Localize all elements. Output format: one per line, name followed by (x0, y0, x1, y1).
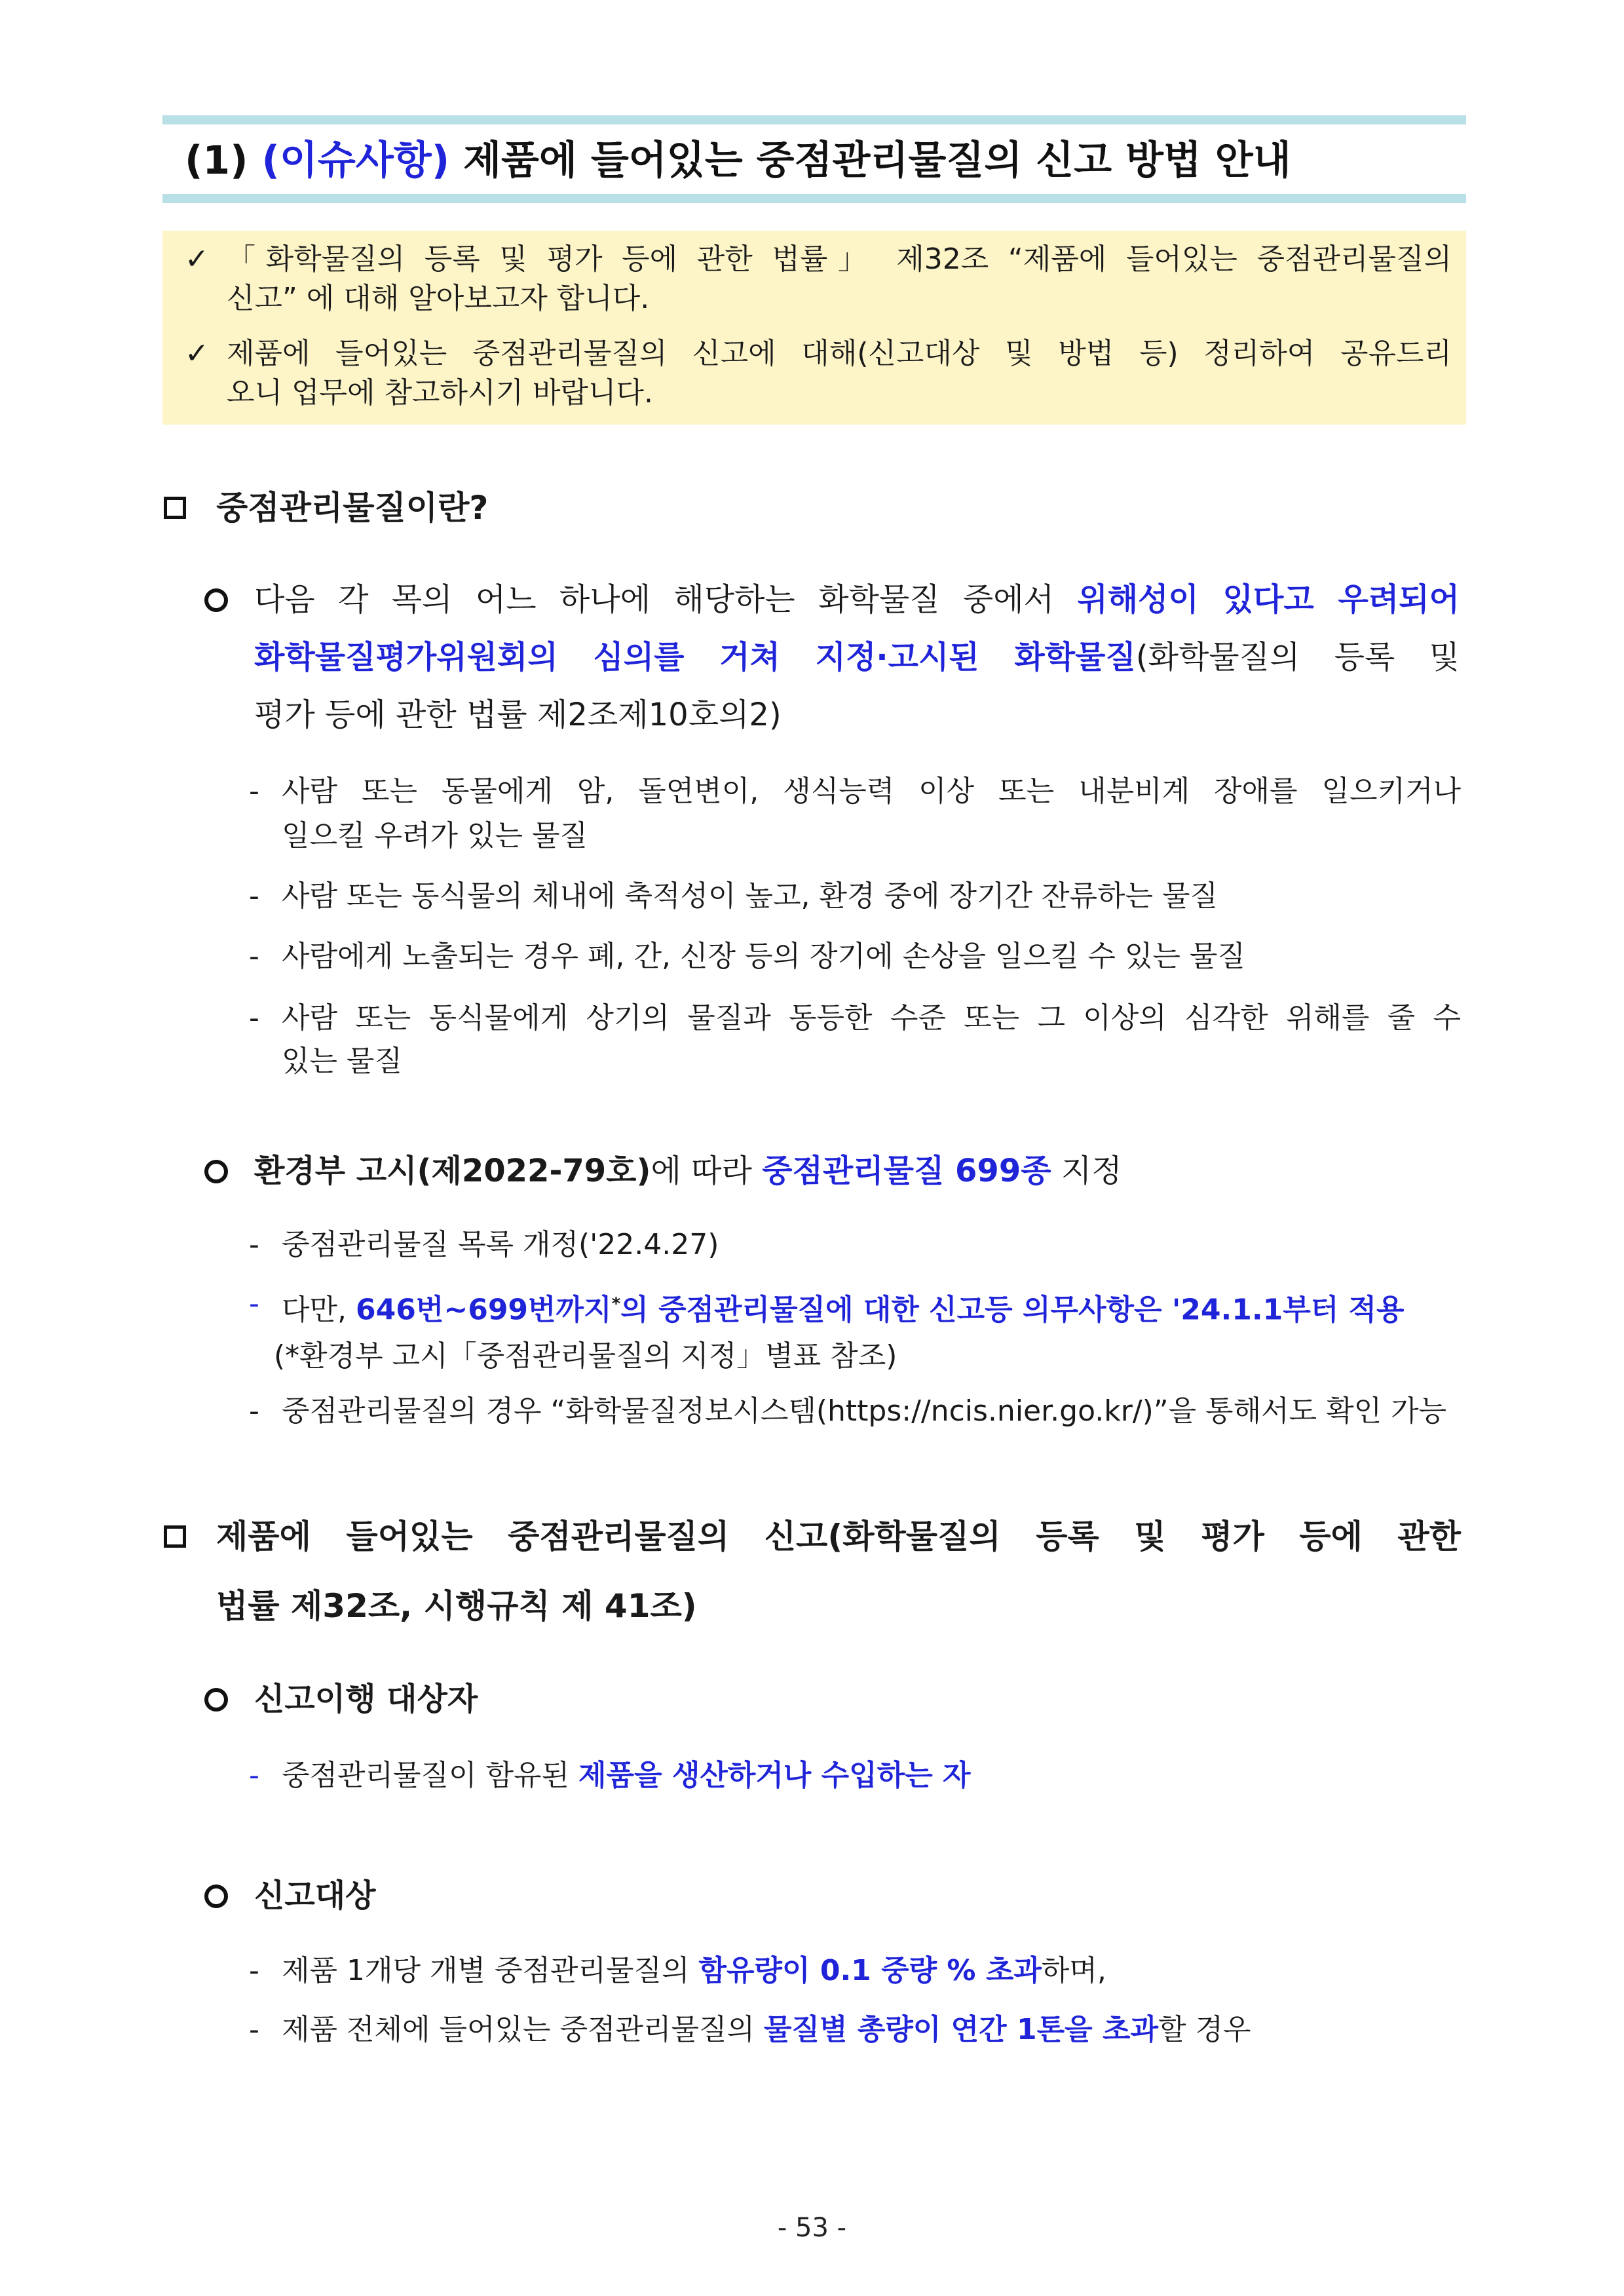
dash-bullet: - (249, 1394, 259, 1428)
criterion-4-line-1: 사람 또는 동식물에게 상기의 물질과 동등한 수준 또는 그 이상의 심각한 위해를 줄 수 (282, 1001, 1461, 1035)
dash-bullet: - (249, 775, 259, 808)
target-item-1-tail: 하며, (1041, 1954, 1106, 1987)
notice-item-1-line-1: 「화학물질의 등록 및 평가 등에 관한 법률」 제32조 “제품에 들어있는 중점관리물질의 (227, 242, 1452, 276)
target-item-1-plain: 제품 1개당 개별 중점관리물질의 (282, 1954, 699, 1987)
subject-item-highlight: 제품을 생산하거나 수입하는 자 (578, 1759, 971, 1792)
definition-line-2-plain: (화학물질의 등록 및 (1135, 639, 1460, 676)
page-number: - 53 - (777, 2213, 847, 2243)
criterion-2: 사람 또는 동식물의 체내에 축적성이 높고, 환경 중에 장기간 잔류하는 물질 (282, 879, 1218, 913)
dash-bullet: - (249, 879, 259, 913)
title-number: (1) (185, 138, 248, 183)
proviso-item (282, 1284, 1405, 1330)
ministry-notice-ref: 환경부 고시(제2022-79호) (254, 1153, 651, 1189)
definition-line-2 (254, 634, 1460, 680)
notice-item-2-line-1: 제품에 들어있는 중점관리물질의 신고에 대해(신고대상 및 방법 등) 정리하여 공유드리 (227, 337, 1452, 370)
circle-bullet-icon (204, 1160, 228, 1183)
notice-item-2-line-2: 오니 업무에 참고하시기 바랍니다. (227, 376, 653, 410)
definition-line-2-highlight: 화학물질평가위원회의 심의를 거쳐 지정·고시된 화학물질 (254, 639, 1136, 676)
footnote: (*환경부 고시「중점관리물질의 지정」별표 참조) (274, 1339, 897, 1373)
dash-bullet: - (249, 1287, 259, 1320)
revision-item: 중점관리물질 목록 개정('22.4.27) (282, 1228, 719, 1261)
target-item-2 (282, 2010, 1251, 2050)
definition-line-1-plain: 다음 각 목의 어느 하나에 해당하는 화학물질 중에서 (254, 581, 1078, 618)
proviso-highlight-text: 의 중점관리물질에 대한 신고등 의무사항은 '24.1.1부터 적용 (620, 1293, 1405, 1327)
dash-bullet: - (249, 940, 259, 973)
dash-bullet: - (249, 2013, 259, 2046)
header-bottom-rule (162, 194, 1466, 203)
target-item-2-tail: 할 경우 (1158, 2013, 1251, 2046)
notice-item-1-line-2: 신고” 에 대해 알아보고자 합니다. (227, 282, 650, 315)
target-item-1-highlight: 함유량이 0.1 중량 % 초과 (698, 1954, 1042, 1987)
target-item-2-plain: 제품 전체에 들어있는 중점관리물질의 (282, 2013, 765, 2046)
circle-bullet-icon (204, 1885, 228, 1908)
ministry-notice-tail: 지정 (1051, 1153, 1122, 1189)
dash-bullet: - (249, 1954, 259, 1987)
criterion-1-line-2: 일으킬 우려가 있는 물질 (282, 819, 588, 852)
circle-bullet-icon (204, 1688, 228, 1712)
dash-bullet: - (249, 1228, 259, 1261)
circle-bullet-icon (204, 588, 228, 612)
ministry-notice-plain: 에 따라 (651, 1153, 763, 1189)
section-2-heading-line-2: 법률 제32조, 시행규칙 제 41조) (216, 1587, 697, 1625)
title-tag: (이슈사항) (261, 138, 450, 183)
subject-heading: 신고이행 대상자 (254, 1681, 478, 1717)
proviso-footnote-mark: * (611, 1294, 621, 1314)
target-item-1 (282, 1951, 1106, 1991)
section-2-heading-line-1: 제품에 들어있는 중점관리물질의 신고(화학물질의 등록 및 평가 등에 관한 (216, 1518, 1461, 1556)
header-top-rule (162, 115, 1466, 124)
proviso-prefix: 다만, (282, 1293, 356, 1327)
subject-item-plain: 중점관리물질이 함유된 (282, 1759, 579, 1792)
proviso-highlight-range: 646번~699번까지 (355, 1293, 612, 1327)
square-bullet-icon (164, 1525, 186, 1548)
check-icon: ✓ (185, 242, 209, 276)
ncis-check-item: 중점관리물질의 경우 “화학물질정보시스템(https://ncis.nier.go.kr/)”을 통해서도 확인 가능 (282, 1394, 1447, 1428)
title-text: 제품에 들어있는 중점관리물질의 신고 방법 안내 (463, 138, 1291, 183)
dash-bullet: - (249, 1759, 259, 1792)
criterion-3: 사람에게 노출되는 경우 폐, 간, 신장 등의 장기에 손상을 일으킬 수 있는 물질 (282, 940, 1245, 973)
dash-bullet: - (249, 1001, 259, 1035)
definition-line-1 (254, 577, 1460, 622)
subject-item (282, 1756, 971, 1795)
square-bullet-icon (164, 497, 186, 519)
page-title (185, 131, 1462, 190)
criterion-1-line-1: 사람 또는 동물에게 암, 돌연변이, 생식능력 이상 또는 내분비계 장애를 일으키거나 (282, 775, 1461, 808)
check-icon: ✓ (185, 337, 209, 370)
definition-line-1-highlight: 위해성이 있다고 우려되어 (1077, 581, 1460, 618)
target-heading: 신고대상 (254, 1877, 376, 1914)
ministry-notice-highlight: 중점관리물질 699종 (762, 1153, 1051, 1189)
definition-line-3: 평가 등에 관한 법률 제2조제10호의2) (254, 697, 782, 733)
criterion-4-line-2: 있는 물질 (282, 1044, 403, 1078)
target-item-2-highlight: 물질별 총량이 연간 1톤을 초과 (764, 2013, 1158, 2046)
section-1-heading: 중점관리물질이란? (216, 489, 489, 527)
ministry-notice-line (254, 1148, 1122, 1194)
